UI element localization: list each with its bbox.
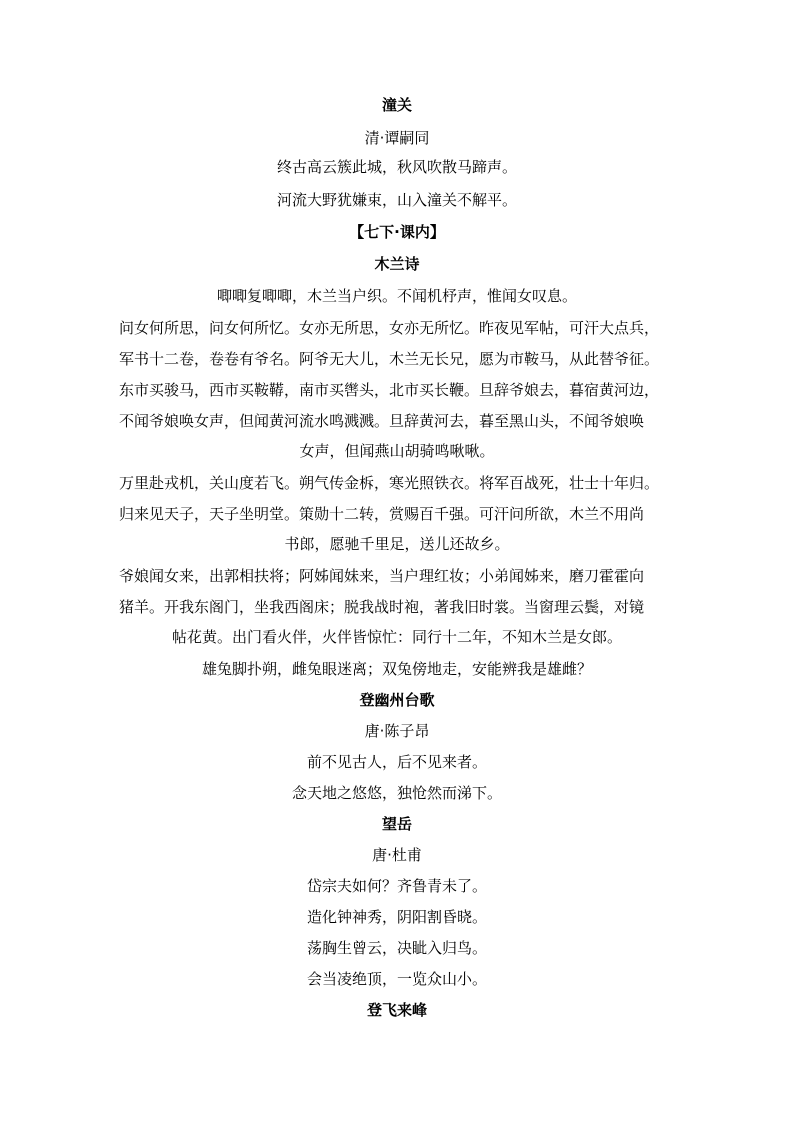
poem-line: 不闻爷娘唤女声，但闻黄河流水鸣溅溅。旦辞黄河去，暮至黑山头，不闻爷娘唤 bbox=[119, 412, 645, 430]
poem-line: 前不见古人，后不见来者。 bbox=[306, 753, 487, 771]
poem-line: 猪羊。开我东阁门，坐我西阁床；脱我战时袍，著我旧时裳。当窗理云鬓，对镜 bbox=[119, 598, 645, 616]
poem-line: 万里赴戎机，关山度若飞。朔气传金柝，寒光照铁衣。将军百战死，壮士十年归。 bbox=[119, 474, 660, 492]
poem-title-youzhoutai: 登幽州台歌 bbox=[359, 691, 435, 709]
poem-line: 归来见天子，天子坐明堂。策勋十二转，赏赐百千强。可汗问所欲，木兰不用尚 bbox=[119, 505, 645, 523]
poem-line: 河流大野犹嫌束，山入潼关不解平。 bbox=[276, 191, 517, 209]
poem-line: 唧唧复唧唧，木兰当户织。不闻机杼声，惟闻女叹息。 bbox=[216, 287, 577, 305]
poem-line: 女声，但闻燕山胡骑鸣啾啾。 bbox=[299, 442, 495, 460]
poem-line: 帖花黄。出门看火伴，火伴皆惊忙：同行十二年，不知木兰是女郎。 bbox=[171, 628, 622, 646]
poem-line: 书郎，愿驰千里足，送儿还故乡。 bbox=[284, 535, 510, 553]
poem-line: 会当凌绝顶，一览众山小。 bbox=[306, 970, 487, 988]
poem-line: 终古高云簇此城，秋风吹散马蹄声。 bbox=[276, 158, 517, 176]
poem-title-tongguan: 潼关 bbox=[381, 96, 412, 114]
poem-line: 问女何所思，问女何所忆。女亦无所思，女亦无所忆。昨夜见军帖，可汗大点兵， bbox=[119, 319, 660, 337]
poem-line: 荡胸生曾云，决眦入归鸟。 bbox=[306, 939, 487, 957]
poem-author-youzhoutai: 唐·陈子昂 bbox=[364, 722, 430, 740]
poem-line: 爷娘闻女来，出郭相扶将；阿姊闻妹来，当户理红妆；小弟闻姊来，磨刀霍霍向 bbox=[119, 567, 645, 585]
poem-title-mulan: 木兰诗 bbox=[374, 255, 420, 273]
poem-line: 造化钟神秀，阴阳割昏晓。 bbox=[306, 908, 487, 926]
poem-line: 岱宗夫如何？齐鲁青未了。 bbox=[306, 877, 487, 895]
poem-author-tongguan: 清·谭嗣同 bbox=[364, 129, 430, 147]
poem-line: 雄兔脚扑朔，雌兔眼迷离；双兔傍地走，安能辨我是雄雌？ bbox=[201, 660, 592, 678]
poem-title-feilaifeng: 登飞来峰 bbox=[366, 1001, 427, 1019]
section-tag: 【七下·课内】 bbox=[349, 223, 445, 241]
poem-author-wangyue: 唐·杜甫 bbox=[372, 846, 422, 864]
poem-line: 念天地之悠悠，独怆然而涕下。 bbox=[291, 784, 502, 802]
poem-title-wangyue: 望岳 bbox=[381, 815, 412, 833]
poem-line: 东市买骏马，西市买鞍鞯，南市买辔头，北市买长鞭。旦辞爷娘去，暮宿黄河边， bbox=[119, 381, 660, 399]
poem-line: 军书十二卷，卷卷有爷名。阿爷无大儿，木兰无长兄，愿为市鞍马，从此替爷征。 bbox=[119, 350, 660, 368]
